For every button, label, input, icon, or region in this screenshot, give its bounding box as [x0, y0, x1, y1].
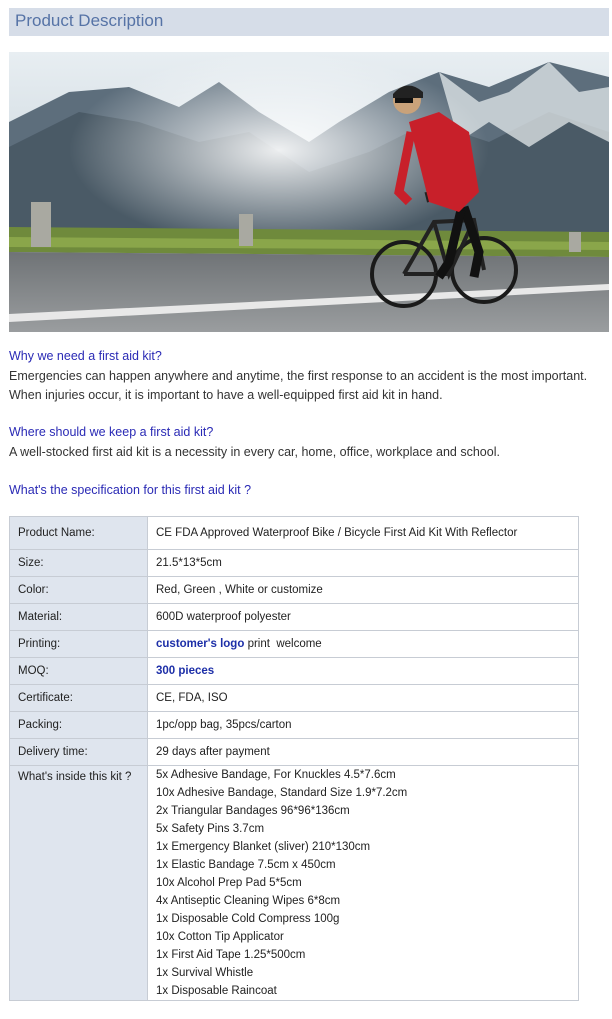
spec-label: What's inside this kit ?: [10, 766, 148, 1001]
table-row: [10, 550, 579, 577]
spec-table: [9, 516, 579, 1001]
spec-label: Delivery time:: [10, 739, 148, 766]
list-item: 1x Survival Whistle: [156, 967, 254, 979]
spec-label: MOQ:: [10, 658, 148, 685]
table-row: [10, 517, 579, 550]
list-item: 1x Emergency Blanket (sliver) 210*130cm: [156, 841, 371, 853]
spec-value: CE, FDA, ISO: [148, 685, 579, 712]
question-specification: What's the specification for this first aid kit ?: [9, 483, 252, 497]
spec-value: 29 days after payment: [148, 739, 579, 766]
table-row: [10, 604, 579, 631]
spec-label: Color:: [10, 577, 148, 604]
moq-value: 300 pieces: [156, 665, 215, 677]
list-item: 10x Alcohol Prep Pad 5*5cm: [156, 877, 302, 889]
spec-value: [148, 631, 579, 658]
table-row: [10, 766, 579, 1001]
list-item: 1x Disposable Cold Compress 100g: [156, 913, 340, 925]
list-item: 4x Antiseptic Cleaning Wipes 6*8cm: [156, 895, 341, 907]
hero-image-cyclist: [9, 52, 609, 332]
answer-line: Emergencies can happen anywhere and anytime, the first response to an accident is the most important.: [9, 369, 588, 383]
table-row: [10, 739, 579, 766]
list-item: 5x Safety Pins 3.7cm: [156, 823, 265, 835]
table-row: [10, 577, 579, 604]
answer-line: A well-stocked first aid kit is a necessity in every car, home, office, workplace and school.: [9, 445, 500, 459]
section-header: [9, 8, 609, 36]
question-why-need-kit: Why we need a first aid kit?: [9, 349, 162, 363]
spec-label: Printing:: [10, 631, 148, 658]
spec-value: 1pc/opp bag, 35pcs/carton: [148, 712, 579, 739]
spec-value: Red, Green , White or customize: [148, 577, 579, 604]
printing-highlight: customer's logo: [156, 638, 245, 650]
spec-value: 21.5*13*5cm: [148, 550, 579, 577]
list-item: 1x First Aid Tape 1.25*500cm: [156, 949, 306, 961]
spec-label: Packing:: [10, 712, 148, 739]
list-item: 2x Triangular Bandages 96*96*136cm: [156, 805, 350, 817]
spec-value: CE FDA Approved Waterproof Bike / Bicycle First Aid Kit With Reflector: [148, 517, 579, 550]
spec-value: 600D waterproof polyester: [148, 604, 579, 631]
page-title: Product Description: [15, 11, 164, 30]
list-item: 10x Cotton Tip Applicator: [156, 931, 284, 943]
table-row: [10, 658, 579, 685]
spec-label: Certificate:: [10, 685, 148, 712]
table-row: [10, 712, 579, 739]
table-row: [10, 631, 579, 658]
list-item: 1x Disposable Raincoat: [156, 985, 277, 997]
answer-line: When injuries occur, it is important to have a well-equipped first aid kit in hand.: [9, 388, 443, 402]
list-item: 1x Elastic Bandage 7.5cm x 450cm: [156, 859, 336, 871]
list-item: 10x Adhesive Bandage, Standard Size 1.9*7.2cm: [156, 787, 408, 799]
spec-label: Product Name:: [10, 517, 148, 550]
spec-value: [148, 658, 579, 685]
kit-contents-list: [148, 766, 579, 1001]
spec-label: Material:: [10, 604, 148, 631]
question-where-keep-kit: Where should we keep a first aid kit?: [9, 425, 214, 439]
table-row: [10, 685, 579, 712]
spec-label: Size:: [10, 550, 148, 577]
list-item: 5x Adhesive Bandage, For Knuckles 4.5*7.6cm: [156, 769, 396, 781]
printing-rest: print welcome: [244, 638, 322, 650]
